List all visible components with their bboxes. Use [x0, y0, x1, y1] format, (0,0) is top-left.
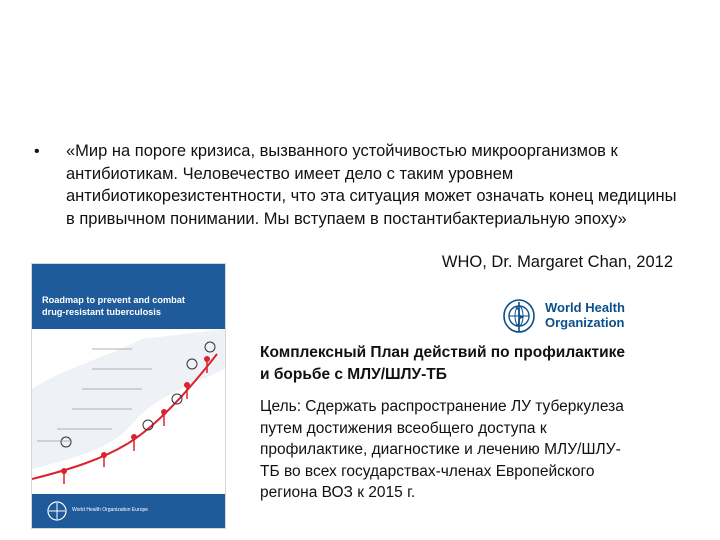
who-name-line2: Organization	[545, 315, 625, 330]
plan-goal: Цель: Сдержать распространение ЛУ туберкулеза путем достижения всеобщего доступа к профилактике, диагностике и лечению МЛУ/ШЛУ-ТБ во всех государствах-членах Европейского региона ВОЗ к 2015 г.	[260, 398, 624, 501]
quote-attribution: WHO, Dr. Margaret Chan, 2012	[441, 253, 673, 271]
who-logo	[498, 296, 628, 336]
who-emblem-icon	[498, 296, 540, 336]
who-emblem-small-icon	[46, 500, 68, 522]
roadmap-illustration	[32, 329, 225, 494]
who-name-line1: World Health	[545, 300, 625, 315]
cover-title	[42, 294, 217, 318]
cover-title-line1: Roadmap to prevent and combat	[42, 295, 185, 305]
plan-title: Комплексный План действий по профилактике и борьбе с МЛУ/ШЛУ-ТБ	[260, 344, 626, 383]
roadmap-cover-image	[31, 263, 226, 529]
quote-text: «Мир на пороге кризиса, вызванного устойчивостью микроорганизмов к антибиотикам. Человечество имеет дело с таким уровнем антибиотикорезистентности, что эта ситуация может означать конец медицины в привычном понимании. Мы вступаем в постантибактериальную эпоху»	[66, 142, 677, 228]
cover-footer-text: World Health Organization Europe	[72, 507, 149, 513]
quote-block	[28, 140, 678, 230]
who-name	[545, 300, 625, 330]
cover-title-line2: drug-resistant tuberculosis	[42, 307, 161, 317]
bullet-icon: •	[34, 143, 40, 160]
